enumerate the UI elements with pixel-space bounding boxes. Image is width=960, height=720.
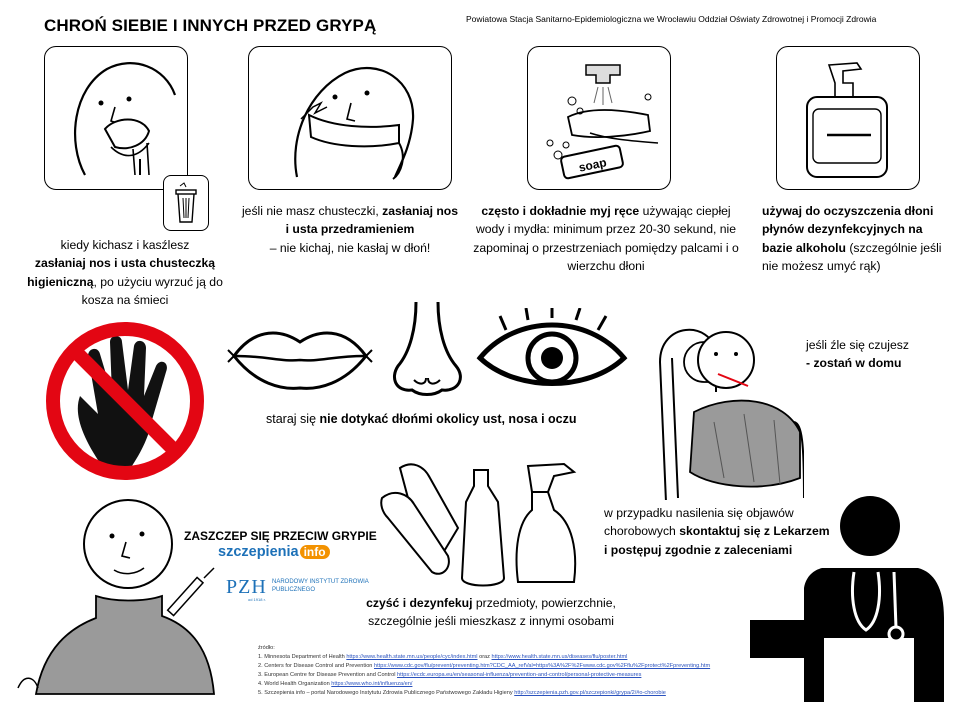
handwash-pictogram-box <box>527 46 671 190</box>
face-caption <box>266 410 606 429</box>
doctor-caption-text: w przypadku nasilenia się objawów chorobowych <box>604 506 794 539</box>
sneezing-person-icon <box>45 47 187 189</box>
wash-caption <box>468 202 744 275</box>
sanitizer-caption-bold: używaj do oczyszczenia dłoni płynów dezynfekcyjnych na bazie alkoholu <box>762 204 934 255</box>
elbow-caption <box>240 202 460 257</box>
pzh-logo-since: od 1918 r. <box>248 597 266 602</box>
doctor-caption-bold: skontaktuj się z Lekarzem i postępuj zgodnie z zaleceniami <box>604 524 830 557</box>
hand-washing-icon <box>528 47 670 189</box>
clean-caption <box>346 594 636 631</box>
elbow-pictogram-box <box>248 46 452 190</box>
source-link[interactable]: https://www.health.state.mn.us/people/cyc/index.html <box>346 654 478 661</box>
elbow-caption-bold: zasłaniaj nos i usta przedramieniem <box>285 204 459 237</box>
wash-caption-bold: często i dokładnie myj ręce <box>481 204 640 218</box>
clean-caption-bold: czyść i dezynfekuj <box>366 596 473 610</box>
vaccine-caption-text: PRZECIW GRYPIE <box>269 529 377 543</box>
source-link[interactable]: https://www.health.state.mn.us/diseases/flu/poster.html <box>491 654 628 661</box>
eye-icon <box>476 308 628 402</box>
sources-heading: źródło: <box>258 645 275 651</box>
vaccine-caption <box>184 529 377 543</box>
source-link[interactable]: https://ecdc.europa.eu/en/seasonal-influenza/prevention-and-control/personal-protective-measures <box>397 672 642 679</box>
elbow-sneeze-icon <box>249 47 451 189</box>
no-touch-hand-icon <box>40 316 210 486</box>
sanitizer-caption <box>762 202 942 275</box>
page-title: CHROŃ SIEBIE I INNYCH PRZED GRYPĄ <box>44 16 377 35</box>
sneeze-caption <box>20 236 230 309</box>
home-caption-text: jeśli źle się czujesz <box>806 338 909 352</box>
vaccine-caption-bold: ZASZCZEP SIĘ <box>184 529 270 543</box>
pzh-logo-name: NARODOWY INSTYTUT ZDROWIA PUBLICZNEGO <box>272 579 369 593</box>
source-text: 2. Centers for Disease Control and Prevention <box>258 663 374 670</box>
face-caption-bold: nie dotykać dłońmi okolicy ust, nosa i oczu <box>319 412 577 426</box>
source-text: 4. World Health Organization <box>258 681 332 688</box>
wash-caption-text: używając ciepłej wody i mydła: minimum przez 20-30 sekund, nie zapominaj o przestrzeniach pomiędzy palcami i o wierzchu dłoni <box>473 204 739 273</box>
lips-icon <box>226 322 374 392</box>
nose-icon <box>386 298 476 398</box>
svg-text:soap: soap <box>577 155 608 175</box>
sanitizer-pictogram-box <box>776 46 920 190</box>
sneeze-caption-text: kiedy kichasz i kasźlesz <box>60 238 190 252</box>
elbow-caption-text2: – nie kichaj, nie kasłaj w dłoń! <box>269 240 431 255</box>
source-text: oraz <box>477 654 492 661</box>
source-item <box>258 662 818 671</box>
home-caption-bold: - zostań w domu <box>806 356 902 371</box>
source-item <box>258 680 818 689</box>
szczepienia-logo-text: szczepienia <box>218 544 299 560</box>
sneeze-pictogram-box <box>44 46 188 190</box>
source-link[interactable]: http://szczepienia.pzh.gov.pl/szczepionki/grypa/2/#o-chorobie <box>514 690 666 697</box>
source-item <box>258 671 818 680</box>
sneeze-caption-text2: , po użyciu wyrzuć ją do kosza na śmieci <box>81 274 223 307</box>
trash-bin-icon <box>164 176 208 230</box>
sanitizer-bottle-icon <box>777 47 919 189</box>
sneeze-caption-bold: zasłaniaj nos i usta chusteczką higieniczną <box>27 256 216 289</box>
source-item <box>258 689 818 698</box>
clean-caption-text: przedmioty, powierzchnie, szczególnie jeśli mieszkasz z innymi osobami <box>368 596 616 629</box>
face-caption-text: staraj się <box>266 412 320 426</box>
source-item <box>258 653 818 662</box>
source-text: 1. Minnesota Department of Health <box>258 654 347 661</box>
home-caption <box>806 336 936 373</box>
trash-bin-box <box>163 175 209 231</box>
elbow-caption-text: jeśli nie masz chusteczki, <box>241 204 383 218</box>
sources-list <box>258 644 818 698</box>
institution-name: Powiatowa Stacja Sanitarno-Epidemiologiczna we Wrocławiu Oddział Oświaty Zdrowotnej i Promocji Zdrowia <box>466 14 877 24</box>
source-link[interactable]: https://www.cdc.gov/flu/prevent/preventing.htm?CDC_AA_refVal=https%3A%2F%2Fwww.cdc.gov%2Fflu%2Fprotect%2Fpreventing.htm <box>373 663 711 670</box>
info-logo-badge: info <box>300 545 330 559</box>
sanitizer-caption-text: (szczególnie jeśli nie możesz umyć rąk) <box>762 240 942 273</box>
szczepienia-info-logo <box>218 544 330 560</box>
pzh-logo <box>226 576 369 602</box>
sick-in-bed-icon <box>654 302 804 500</box>
source-link[interactable]: https://www.who.int/influenza/en/ <box>331 681 413 688</box>
source-text: 3. European Centre for Disease Prevention and Control <box>258 672 397 679</box>
cleaning-supplies-icon <box>378 458 584 594</box>
pzh-logo-letters: PZH <box>226 576 267 598</box>
source-text: 5. Szczepienia info – portal Narodowego Instytutu Zdrowia Publicznego Państwowego Zakładu Higieny <box>258 690 515 697</box>
